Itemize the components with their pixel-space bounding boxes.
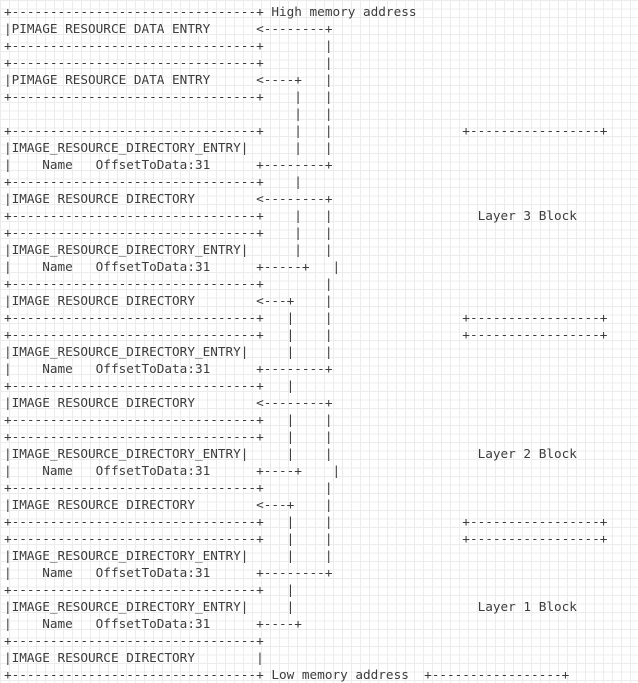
diagram-line: |IMAGE RESOURCE DIRECTORY <---+ | xyxy=(4,497,333,512)
diagram-line: | Name OffsetToData:31 +----+ | xyxy=(4,463,341,478)
diagram-line: +--------------------------------+ | | +-----------------+ xyxy=(4,310,608,325)
diagram-line: |IMAGE RESOURCE DIRECTORY <--------+ xyxy=(4,191,333,206)
diagram-line: |IMAGE_RESOURCE_DIRECTORY_ENTRY| | | xyxy=(4,242,333,257)
diagram-line: | Name OffsetToData:31 +-----+ | xyxy=(4,259,341,274)
diagram-line: |PIMAGE RESOURCE DATA ENTRY <----+ | xyxy=(4,72,333,87)
diagram-line: +--------------------------------+ | | +-----------------+ xyxy=(4,531,608,546)
diagram-line: +--------------------------------+ | | xyxy=(4,412,333,427)
diagram-line: |IMAGE_RESOURCE_DIRECTORY_ENTRY| | | xyxy=(4,140,333,155)
diagram-line: |IMAGE RESOURCE DIRECTORY <--------+ xyxy=(4,395,333,410)
diagram-line: |IMAGE RESOURCE DIRECTORY <---+ | xyxy=(4,293,333,308)
ascii-diagram xyxy=(4,3,607,683)
diagram-line: +--------------------------------+ Low memory address +-----------------+ xyxy=(4,667,570,682)
diagram-line: +--------------------------------+ | xyxy=(4,174,302,189)
diagram-line: |IMAGE_RESOURCE_DIRECTORY_ENTRY| | Layer 1 Block xyxy=(4,599,577,614)
diagram-line: | | xyxy=(4,106,333,121)
diagram-line: |IMAGE_RESOURCE_DIRECTORY_ENTRY| | | xyxy=(4,548,333,563)
diagram-line: | Name OffsetToData:31 +----+ xyxy=(4,616,302,631)
diagram-line: | Name OffsetToData:31 +--------+ xyxy=(4,157,333,172)
diagram-line: +--------------------------------+ | | xyxy=(4,89,333,104)
diagram-line: |PIMAGE RESOURCE DATA ENTRY <--------+ xyxy=(4,21,333,36)
diagram-line: +--------------------------------+ | | xyxy=(4,225,333,240)
diagram-line: +--------------------------------+ | xyxy=(4,276,333,291)
diagram-line: +--------------------------------+ | xyxy=(4,38,333,53)
diagram-line: +--------------------------------+ xyxy=(4,633,264,648)
diagram-line: +--------------------------------+ High memory address xyxy=(4,4,417,19)
diagram-line: +--------------------------------+ | xyxy=(4,55,333,70)
diagram-line: | Name OffsetToData:31 +--------+ xyxy=(4,565,333,580)
diagram-line: +--------------------------------+ | | +-----------------+ xyxy=(4,514,608,529)
diagram-line: +--------------------------------+ | | xyxy=(4,429,333,444)
diagram-line: +--------------------------------+ | | +-----------------+ xyxy=(4,123,608,138)
diagram-line: |IMAGE RESOURCE DIRECTORY | xyxy=(4,650,264,665)
diagram-line: |IMAGE_RESOURCE_DIRECTORY_ENTRY| | | xyxy=(4,344,333,359)
diagram-line: +--------------------------------+ | | +-----------------+ xyxy=(4,327,608,342)
diagram-line: +--------------------------------+ | | Layer 3 Block xyxy=(4,208,577,223)
diagram-line: +--------------------------------+ | xyxy=(4,378,295,393)
diagram-line: |IMAGE_RESOURCE_DIRECTORY_ENTRY| | | Layer 2 Block xyxy=(4,446,577,461)
diagram-line: +--------------------------------+ | xyxy=(4,582,295,597)
diagram-line: +--------------------------------+ | xyxy=(4,480,333,495)
diagram-line: | Name OffsetToData:31 +--------+ xyxy=(4,361,333,376)
